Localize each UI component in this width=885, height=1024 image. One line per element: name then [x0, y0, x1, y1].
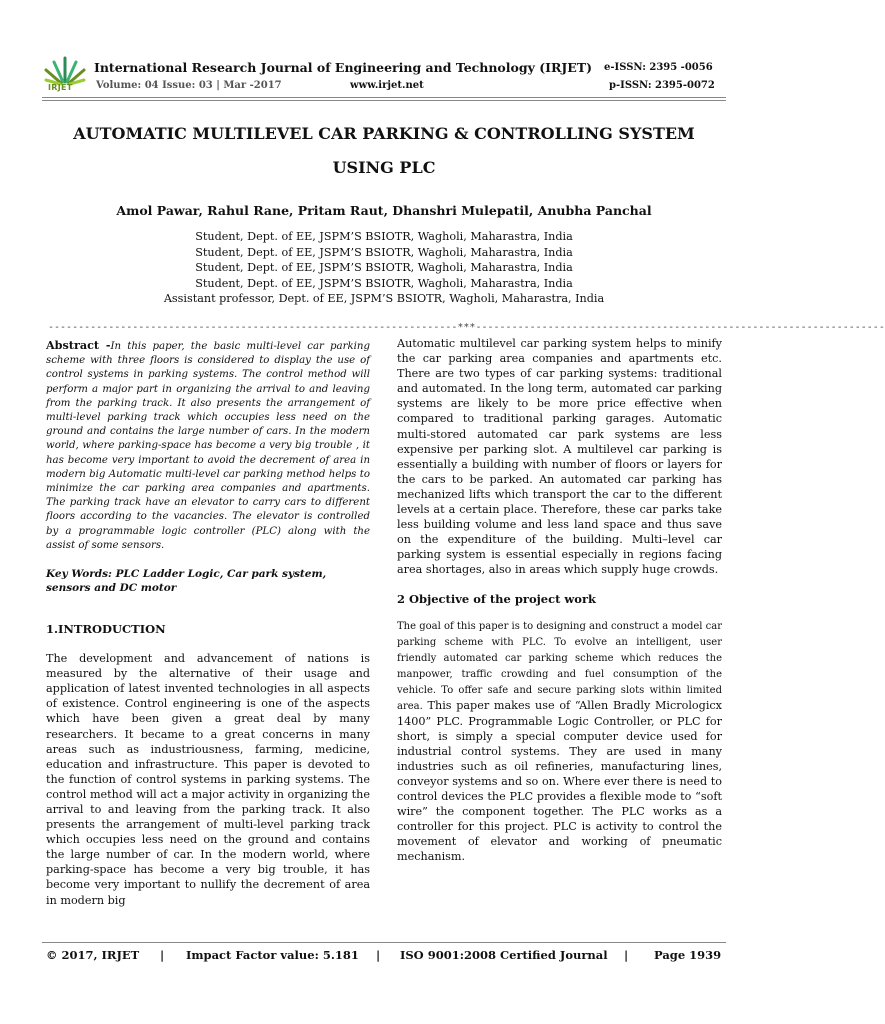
abstract-text: In this paper, the basic multi-level car parking scheme with three floors is considered to display the use of control systems in parking systems. The control method will perform a major part in organizing the arrival to and leaving from the parking track. It also presents the arrangement of multi-level parking track which occupies less need on the ground and contains the large number of cars. In the modern world, where parking-space has become a very big trouble , it has become very important to avoid the decrement of area in modern big Automatic multi-level car parking method helps to minimize the car parking area companies and apartments. The parking track have an elevator to carry cars to different floors according to the vacancies. The elevator is controlled by a programmable logic controller (PLC) along with the assist of some sensors. [46, 341, 370, 551]
keywords: Key Words: PLC Ladder Logic, Car park system, sensors and DC motor [46, 568, 327, 595]
volume-info: Volume: 04 Issue: 03 | Mar -2017 [96, 80, 282, 91]
section-separator: --------------------------------------------------------------------***-------------------------------------------------------------------- [48, 322, 885, 333]
footer-separator-1: | [160, 948, 165, 962]
footer-impact-factor: Impact Factor value: 5.181 [186, 948, 359, 962]
footer-separator-2: | [376, 948, 381, 962]
intro-text: The development and advancement of nations is measured by the alternative of their usage and application of latest invented technologies in all aspects of existence. Control engineering is one of the aspects which have been given a great deal by many researchers. It became to a great concerns in many areas such as industriousness, farming, medicine, education and infrastructure. This paper is devoted to the function of control systems in parking systems. The control method will act a major activity in organizing the arrival to and leaving from the parking track. It also presents the arrangement of multi-level parking track which occupies less need on the ground and contains the large number of car. In the modern world, where parking-space has become a very big trouble, it has become very important to nullify the decrement of area in modern big [46, 652, 370, 907]
abstract-label: Abstract - [46, 338, 111, 352]
authors: Amol Pawar, Rahul Rane, Pritam Raut, Dhanshri Mulepatil, Anubha Panchal [116, 203, 652, 218]
abstract [46, 338, 370, 553]
affiliation-3: Student, Dept. of EE, JSPM’S BSIOTR, Wagholi, Maharastra, India [195, 261, 573, 275]
objective-paragraph [397, 618, 722, 865]
affiliation-2: Student, Dept. of EE, JSPM’S BSIOTR, Wagholi, Maharastra, India [195, 245, 573, 259]
paper-title-line2: USING PLC [332, 158, 436, 177]
paper-title-line1: AUTOMATIC MULTILEVEL CAR PARKING & CONTROLLING SYSTEM [73, 124, 695, 143]
affiliation-4: Student, Dept. of EE, JSPM’S BSIOTR, Wagholi, Maharastra, India [195, 276, 573, 290]
objective-heading: 2 Objective of the project work [397, 591, 597, 606]
intro-heading: 1.INTRODUCTION [46, 622, 166, 637]
objective-text: This paper makes use of “Allen Bradly Micrologicx 1400” PLC. Programmable Logic Controller, or PLC for short, is simply a special computer device used for industrial control systems. They are used in many industries such as oil refineries, manufacturing lines, conveyor systems and so on. Where ever there is need to control devices the PLC provides a flexible mode to “soft wire” the component together. The PLC works as a controller for this project. PLC is activity to control the movement of elevator and working of pneumatic mechanism. [397, 698, 722, 864]
logo-text: IRJET [48, 83, 73, 92]
journal-title: International Research Journal of Engineering and Technology (IRJET) [94, 60, 593, 75]
website-link[interactable]: www.irjet.net [350, 80, 424, 91]
left-column [46, 338, 370, 908]
p-issn: p-ISSN: 2395-0072 [609, 80, 715, 91]
right-column [397, 336, 722, 864]
header-rule-top [42, 97, 726, 98]
footer-separator-3: | [624, 948, 629, 962]
affiliations [40, 229, 728, 307]
footer-rule [42, 942, 726, 943]
header-rule-bottom [42, 100, 726, 101]
footer-copyright: © 2017, IRJET [46, 948, 140, 962]
footer-iso: ISO 9001:2008 Certified Journal [400, 948, 608, 962]
e-issn: e-ISSN: 2395 -0056 [604, 62, 713, 73]
affiliation-1: Student, Dept. of EE, JSPM’S BSIOTR, Wagholi, Maharastra, India [195, 230, 573, 243]
parking-paragraph: Automatic multilevel car parking system helps to minify the car parking area companies and apartments etc. There are two types of car parking systems: traditional and automated. In the long term, automated car parking systems are likely to be more price effective when compared to traditional parking garages. Automatic multi-stored automated car park systems are less expensive per parking slot. A multilevel car parking is essentially a building with number of floors or layers for the cars to be parked. An automated car parking has mechanized lifts which transport the car to the different levels at a certain place. Therefore, these car parks take less building volume and less land space and thus save on the expenditure of the building. Multi–level car parking system is essential especially in regions facing area shortages, also in areas which supply huge crowds. [397, 337, 722, 577]
footer-page-number: Page 1939 [654, 948, 722, 962]
affiliation-5: Assistant professor, Dept. of EE, JSPM’S BSIOTR, Wagholi, Maharastra, India [163, 292, 605, 306]
objective-small-text: The goal of this paper is to designing and construct a model car parking scheme with PLC. To evolve an intelligent, user friendly automated car parking scheme which reduces the manpower, traffic crowding and fuel consumption of the vehicle. To offer safe and secure parking slots within limited area. [397, 620, 722, 712]
